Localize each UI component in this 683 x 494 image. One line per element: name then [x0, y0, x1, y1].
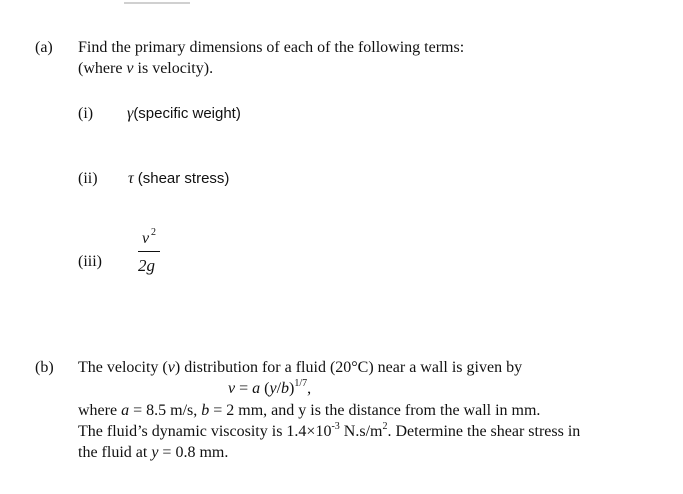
top-divider: [124, 2, 190, 4]
item-iii-fraction: [136, 227, 162, 278]
part-a-line2: (where v is velocity).: [78, 60, 214, 77]
part-b-line4: The fluid’s dynamic viscosity is $1.4\times 10^{-3}$ $N.s/m^2$. Determine the shear stress in: [78, 421, 581, 440]
fraction-bar: [138, 251, 160, 252]
item-ii-number: (ii): [78, 170, 98, 187]
fraction-numerator: v 2: [142, 227, 156, 247]
tau-symbol: τ: [128, 170, 134, 187]
velocity-equation: v = a $(y/b)^{1/7}$,: [228, 378, 312, 397]
part-a-label: (a): [35, 39, 53, 56]
gamma-symbol: γ: [127, 105, 134, 122]
part-b-label: (b): [35, 359, 54, 376]
part-a-line1: Find the primary dimensions of each of the following terms:: [78, 39, 465, 56]
part-b-line3: where a = 8.5 m/s, b = 2 mm, and y is the distance from the wall in mm.: [78, 402, 541, 419]
part-b-line5: the fluid at y = 0.8 mm.: [78, 444, 229, 461]
item-i-term: γ(specific weight): [127, 105, 241, 122]
fraction-denominator: 2g: [138, 256, 155, 275]
item-iii-number: (iii): [78, 253, 102, 270]
part-b-line1: The velocity (v) distribution for a fluid (20°C) near a wall is given by: [78, 359, 523, 376]
item-i-number: (i): [78, 105, 94, 122]
item-ii-term: τ (shear stress): [128, 170, 230, 187]
